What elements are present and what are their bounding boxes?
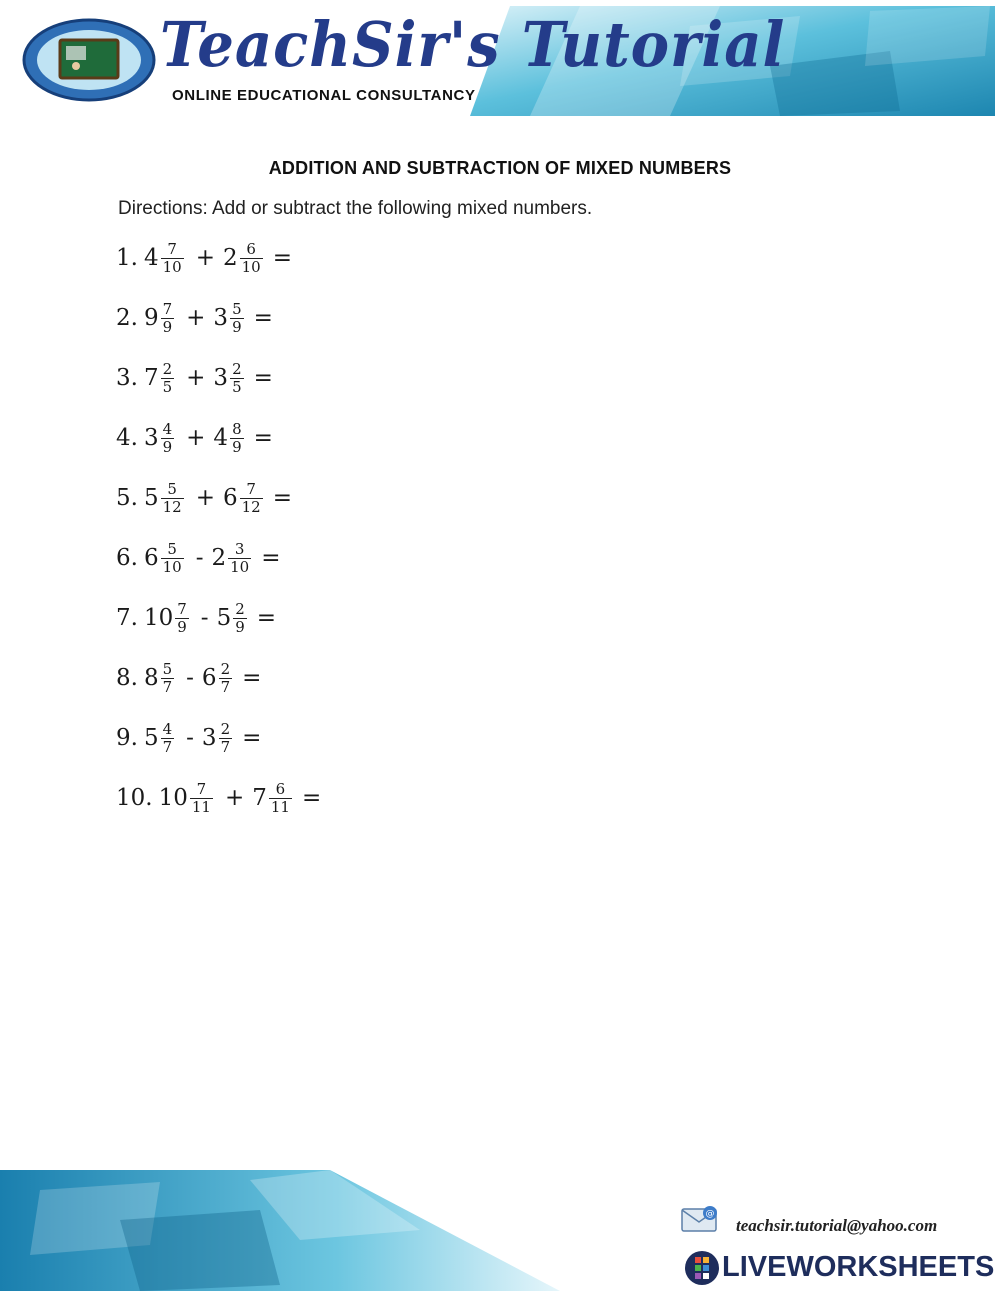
fraction — [230, 421, 244, 456]
numerator: 2 — [220, 719, 231, 738]
equals-sign: = — [256, 605, 277, 631]
problem-item — [116, 708, 716, 768]
whole-number: 2 — [222, 245, 238, 271]
directions-text: Directions: Add or subtract the following mixed numbers. — [118, 198, 593, 219]
problem-item — [116, 408, 716, 468]
fraction — [161, 241, 184, 276]
problem-item — [116, 528, 716, 588]
brand-subtitle: ONLINE EDUCATIONAL CONSULTANCY — [172, 87, 476, 104]
operator: + — [186, 365, 206, 391]
equals-sign: = — [242, 665, 262, 691]
fraction — [161, 661, 175, 696]
operator: + — [195, 245, 215, 271]
whole-number: 3 — [143, 425, 159, 451]
fraction — [240, 481, 263, 516]
fraction — [161, 721, 175, 756]
denominator: 9 — [232, 317, 242, 336]
equals-sign: = — [301, 785, 322, 811]
numerator: 5 — [232, 299, 242, 318]
whole-number: 3 — [201, 725, 217, 751]
equals-sign: = — [272, 245, 292, 271]
problem-number: 3. — [116, 365, 138, 391]
problem-number: 8. — [116, 665, 138, 691]
worksheet-title: ADDITION AND SUBTRACTION OF MIXED NUMBERS — [268, 158, 732, 178]
whole-number: 10 — [158, 785, 188, 811]
fraction — [219, 661, 233, 696]
fraction — [161, 481, 184, 516]
whole-number: 3 — [213, 365, 229, 391]
equals-sign: = — [261, 545, 281, 571]
denominator: 7 — [162, 737, 173, 756]
whole-number: 4 — [213, 425, 229, 451]
whole-number: 7 — [143, 365, 159, 391]
denominator: 9 — [235, 617, 245, 636]
denominator: 10 — [162, 557, 182, 576]
problem-item — [116, 468, 716, 528]
logo-badge — [22, 18, 156, 102]
operator: - — [186, 665, 194, 691]
equals-sign: = — [253, 425, 273, 451]
numerator: 7 — [162, 299, 173, 318]
denominator: 10 — [230, 557, 250, 576]
fraction — [269, 781, 292, 816]
problem-item — [116, 768, 716, 828]
fraction — [161, 301, 175, 336]
numerator: 7 — [196, 779, 207, 798]
operator: + — [186, 425, 206, 451]
fraction — [228, 541, 251, 576]
denominator: 12 — [241, 497, 261, 516]
equals-sign: = — [242, 725, 262, 751]
numerator: 2 — [162, 359, 173, 378]
denominator: 7 — [220, 677, 231, 696]
numerator: 7 — [246, 479, 256, 498]
liveworksheets-watermark: LIVEWORKSHEETS — [722, 1251, 995, 1283]
numerator: 8 — [232, 419, 242, 438]
fraction — [161, 361, 175, 396]
operator: + — [186, 305, 206, 331]
whole-number: 5 — [216, 605, 232, 631]
numerator: 2 — [232, 359, 242, 378]
contact-email: teachsir.tutorial@yahoo.com — [736, 1216, 938, 1235]
problem-number: 10. — [116, 785, 153, 811]
fraction — [233, 601, 247, 636]
whole-number: 4 — [143, 245, 159, 271]
whole-number: 10 — [143, 605, 174, 631]
fraction — [190, 781, 213, 816]
denominator: 11 — [270, 797, 290, 816]
denominator: 5 — [162, 377, 173, 396]
numerator: 2 — [220, 659, 231, 678]
denominator: 9 — [162, 317, 173, 336]
whole-number: 5 — [143, 725, 159, 751]
numerator: 4 — [162, 419, 173, 438]
fraction — [240, 241, 263, 276]
denominator: 7 — [220, 737, 231, 756]
numerator: 7 — [177, 599, 187, 618]
operator: - — [186, 725, 194, 751]
footer-graphic — [0, 1170, 560, 1291]
operator: + — [224, 785, 245, 811]
numerator: 4 — [162, 719, 173, 738]
whole-number: 6 — [143, 545, 159, 571]
denominator: 5 — [232, 377, 242, 396]
numerator: 5 — [162, 659, 173, 678]
whole-number: 5 — [143, 485, 159, 511]
problem-item — [116, 348, 716, 408]
denominator: 12 — [162, 497, 182, 516]
whole-number: 8 — [143, 665, 159, 691]
problem-list — [116, 228, 716, 828]
header-banner — [0, 0, 1000, 125]
numerator: 6 — [275, 779, 286, 798]
operator: + — [195, 485, 215, 511]
denominator: 10 — [241, 257, 261, 276]
whole-number: 7 — [252, 785, 267, 811]
whole-number: 6 — [222, 485, 238, 511]
liveworksheets-logo-icon — [683, 1249, 721, 1287]
svg-text:@: @ — [705, 1209, 715, 1219]
problem-item — [116, 588, 716, 648]
email-icon — [680, 1205, 722, 1233]
fraction — [230, 361, 244, 396]
operator: - — [195, 545, 204, 571]
whole-number: 6 — [201, 665, 217, 691]
problem-number: 1. — [116, 245, 138, 271]
fraction — [175, 601, 189, 636]
problem-number: 9. — [116, 725, 138, 751]
problem-number: 5. — [116, 485, 138, 511]
problem-number: 4. — [116, 425, 138, 451]
problem-number: 6. — [116, 545, 138, 571]
fraction — [219, 721, 233, 756]
numerator: 7 — [167, 239, 177, 258]
numerator: 5 — [167, 479, 177, 498]
problem-item — [116, 288, 716, 348]
denominator: 9 — [177, 617, 187, 636]
equals-sign: = — [272, 485, 292, 511]
numerator: 2 — [235, 599, 245, 618]
numerator: 6 — [246, 239, 256, 258]
problem-item — [116, 648, 716, 708]
equals-sign: = — [253, 305, 273, 331]
numerator: 3 — [234, 539, 245, 558]
problem-item — [116, 228, 716, 288]
brand-title: TeachSir's Tutorial — [160, 8, 786, 81]
denominator: 9 — [162, 437, 173, 456]
numerator: 5 — [167, 539, 177, 558]
denominator: 7 — [162, 677, 173, 696]
problem-number: 7. — [116, 605, 138, 631]
whole-number: 2 — [211, 545, 227, 571]
operator: - — [200, 605, 209, 631]
whole-number: 9 — [143, 305, 159, 331]
denominator: 11 — [191, 797, 211, 816]
fraction — [230, 301, 244, 336]
denominator: 9 — [232, 437, 242, 456]
equals-sign: = — [253, 365, 273, 391]
fraction — [161, 541, 184, 576]
problem-number: 2. — [116, 305, 138, 331]
denominator: 10 — [162, 257, 182, 276]
fraction — [161, 421, 175, 456]
whole-number: 3 — [213, 305, 229, 331]
